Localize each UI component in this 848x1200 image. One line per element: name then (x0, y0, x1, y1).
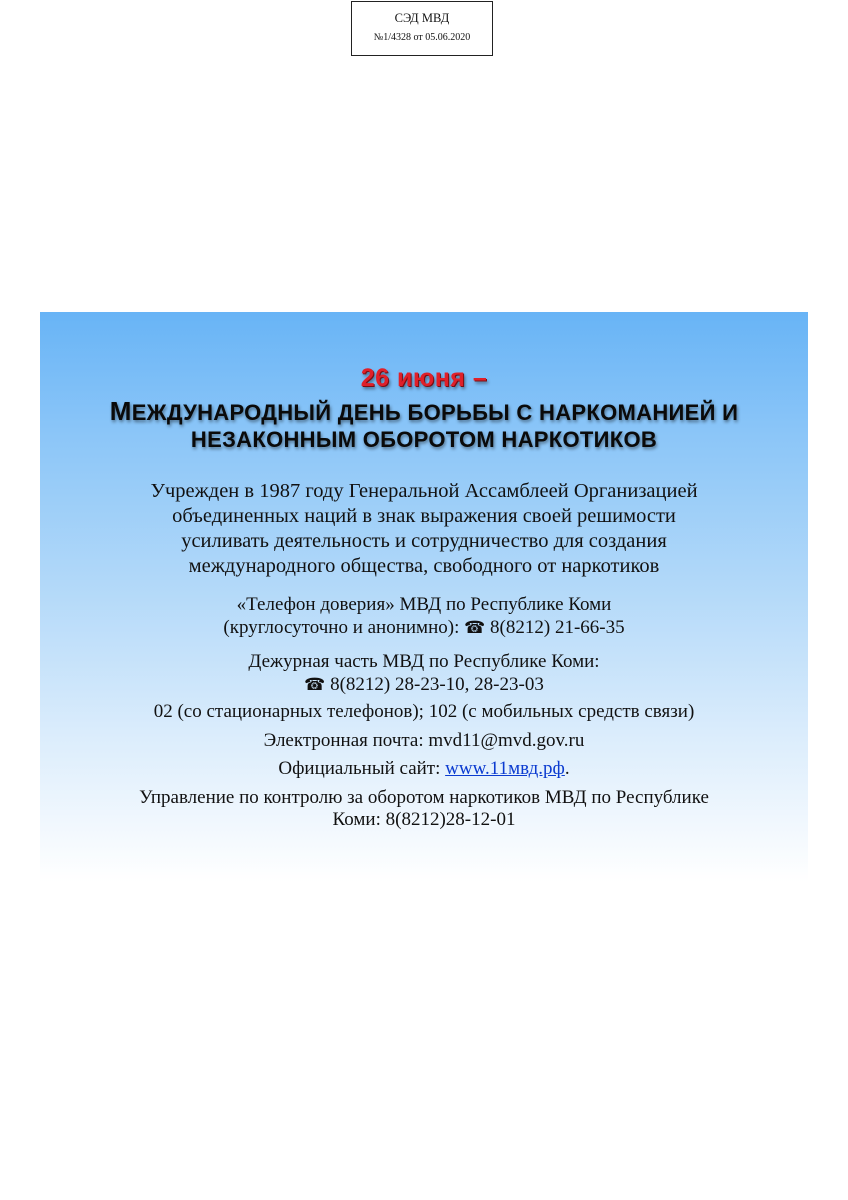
email-line (40, 729, 808, 753)
email-value[interactable]: mvd11@mvd.gov.ru (428, 730, 585, 751)
drug-control-line-1: Управление по контролю за оборотом наркотиков МВД по Республике (139, 787, 709, 808)
phone-icon: ☎ (464, 618, 486, 638)
hotline-title: «Телефон доверия» МВД по Республике Коми (236, 594, 612, 615)
drug-control-line-2: Коми: 8(8212)28-12-01 (332, 809, 516, 830)
intro-line-2: объединенных наций в знак выражения своей решимости (172, 505, 676, 527)
site-link[interactable]: www.11мвд.рф (445, 758, 565, 779)
poster-title-line-1 (40, 396, 808, 427)
site-line (40, 757, 808, 781)
hotline-phone-line (40, 616, 808, 640)
duty-phones: 8(8212) 28-23-10, 28-23-03 (330, 674, 544, 695)
intro-line-1: Учрежден в 1987 году Генеральной Ассамблеей Организацией (150, 480, 698, 502)
intro-line-3: усиливать деятельность и сотрудничество для создания (181, 530, 667, 552)
poster-banner (40, 312, 808, 882)
title-initial: М (109, 396, 132, 426)
poster-title-line-2: НЕЗАКОННЫМ ОБОРОТОМ НАРКОТИКОВ (190, 427, 658, 452)
duty-phone-line (40, 673, 808, 697)
stamp-number: №1/4328 от 05.06.2020 (373, 32, 471, 43)
stamp-title: СЭД МВД (394, 11, 450, 25)
site-suffix: . (564, 758, 570, 779)
hotline-phone: 8(8212) 21-66-35 (490, 617, 625, 638)
duty-title: Дежурная часть МВД по Республике Коми: (248, 651, 600, 672)
registration-stamp (351, 1, 493, 56)
emergency-numbers: 02 (со стационарных телефонов); 102 (с мобильных средств связи) (153, 701, 695, 722)
poster-date: 26 июня – (360, 364, 488, 392)
intro-line-4: международного общества, свободного от наркотиков (188, 555, 660, 577)
email-label: Электронная почта: (263, 730, 424, 751)
site-label: Официальный сайт: (278, 758, 441, 779)
title-line-1-text: ЕЖДУНАРОДНЫЙ ДЕНЬ БОРЬБЫ С НАРКОМАНИЕЙ И (131, 400, 739, 425)
hotline-prefix: (круглосуточно и анонимно): (223, 617, 460, 638)
phone-icon: ☎ (304, 675, 326, 695)
